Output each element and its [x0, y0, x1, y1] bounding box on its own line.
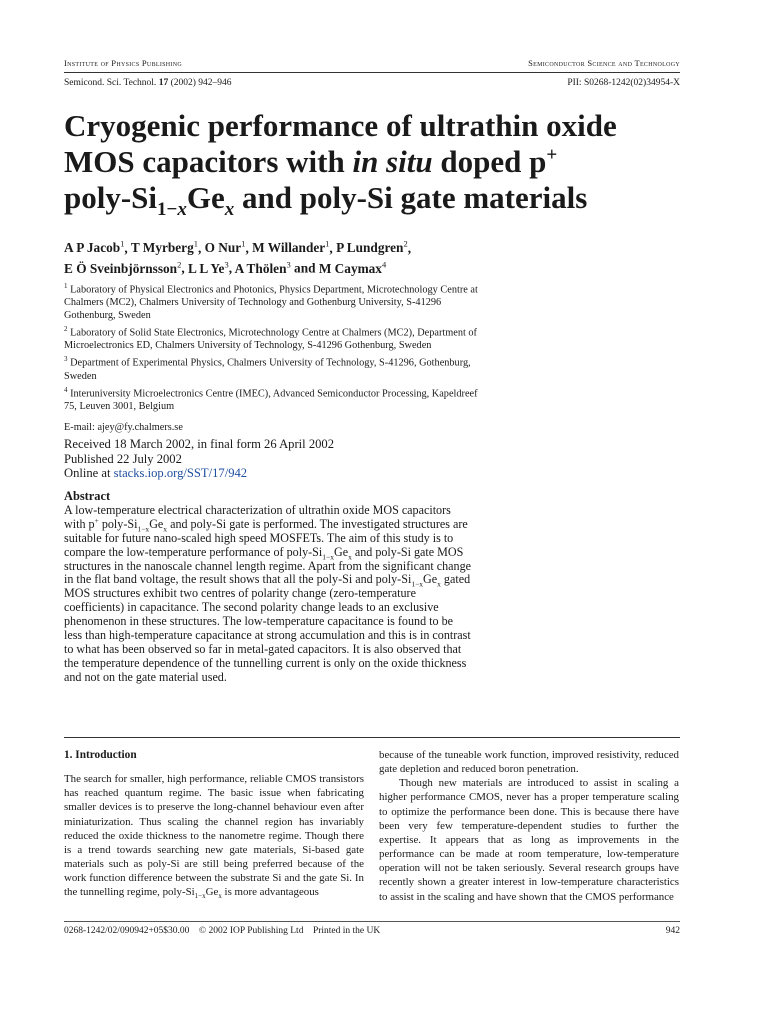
author: P Lundgren$^2$	[336, 239, 408, 256]
author-list: A P Jacob$^1$, T Myrberg$^1$, O Nur$^1$, M Willander$^1$, P Lundgren$^2$, E Ö Sveinbjörnsson$^2$, L L Ye$^3$, A Thölen$^3$ and M Caymax$^4$	[64, 239, 412, 276]
section-rule	[64, 737, 680, 738]
author: A Thölen$^3$	[234, 259, 291, 276]
abstract	[64, 490, 472, 685]
pii: PII: S0268-1242(02)34954-X	[567, 78, 680, 88]
journal-name: Semiconductor Science and Technology	[528, 58, 680, 68]
page-number: 942	[665, 926, 680, 936]
author: M Willander$^1$	[252, 239, 330, 256]
header-rule	[64, 72, 680, 73]
section-heading: 1. Introduction	[64, 749, 137, 761]
citation: Semicond. Sci. Technol. 17 (2002) 942–946	[64, 78, 232, 88]
author: T Myrberg$^1$	[130, 239, 198, 256]
footer-rule	[64, 921, 680, 922]
paragraph: because of the tuneable work function, improved resistivity, reduced gate depletion and reduced boron penetration.	[379, 749, 679, 776]
paper-title: Cryogenic performance of ultrathin oxide MOS capacitors with in situ doped p+ poly-$Si_{1-x}Ge_x$ and poly-Si gate materials	[64, 108, 617, 221]
publication-dates	[64, 437, 484, 481]
author: A P Jacob$^1$	[64, 239, 125, 256]
affiliation: $^3$ Department of Experimental Physics, Chalmers University of Technology, S-41296, Gothenburg, Sweden	[64, 355, 471, 382]
publisher-name: Institute of Physics Publishing	[64, 58, 182, 68]
email-address[interactable]: E-mail: ajey@fy.chalmers.se	[64, 421, 183, 433]
affiliation: $^4$ Interuniversity Microelectronics Centre (IMEC), Advanced Semiconductor Processing, Kapeldreef 75, Leuven 3001, Belgium	[64, 385, 478, 412]
author: M Caymax$^4$	[318, 259, 387, 276]
abstract-body: A low-temperature electrical characterization of ultrathin oxide MOS capacitors with p+ poly-$Si_{1-x}Ge_x$ and poly-Si gate is performed. The investigated structures are suitable for future nano-scaled high speed MOSFETs. The aim of this study is to compare the low-temperature performance of poly-$Si_{1-x}Ge_x$ and poly-Si gate MOS structures in the nanoscale channel length regime. Apart from the significant change in the flat band voltage, the result shows that all the poly-Si and poly-$Si_{1-x}Ge_x$ gated MOS structures exhibit two centres of polarity change (zero-temperature coefficients) in capacitance. The second polarity change leads to an exclusive phenomenon in these structures. The low-temperature capacitance is found to be less than high-temperature capacitance at strong accumulation and this is in contrast to what has been observed so far in metal-gated capacitors. It is also observed that the temperature dependence of the tunnelling current is only on the oxide thickness and not on the gate material used.	[64, 502, 472, 684]
copyright-line: 0268-1242/02/090942+05$30.00 © 2002 IOP Publishing Ltd Printed in the UK	[64, 926, 381, 936]
page-footer	[64, 926, 680, 936]
column-right	[379, 748, 679, 904]
citation-line	[64, 78, 680, 88]
affiliation: $^1$ Laboratory of Physical Electronics and Photonics, Physics Department, Microtechnology Centre at Chalmers (MC2), Chalmers University of Technology and Gothenburg University, S-41296 Gothenburg, Sweden	[64, 282, 478, 322]
received-date: Received 18 March 2002, in final form 26 April 2002	[64, 437, 335, 451]
paragraph: Though new materials are introduced to assist in scaling a higher performance CMOS, never has a proper temperature scaling to optimize the performance been done. This is because there have been very few temperature-dependent studies to further the expertise. It appears that as long as improvements in the performance can be made at room temperature, low-temperature operation will not be taken seriously. Several research groups have recently shown a greater interest in low-temperature characteristics to assist in the scaling and have shown that the CMOS performance	[379, 777, 679, 903]
affiliations	[64, 280, 484, 435]
abstract-heading: Abstract	[64, 489, 111, 503]
author: L L Ye$^3$	[187, 259, 229, 276]
online-link[interactable]: stacks.iop.org/SST/17/942	[113, 466, 248, 480]
running-header	[64, 58, 680, 68]
paragraph: The search for smaller, high performance, reliable CMOS transistors has reached quantum regime. The basic issue when fabricating smaller devices is to preserve the long-channel behaviour even after miniaturization. Thus scaling the channel region has invariably reduced the oxide thickness to the nanometre regime. Though there is a trend towards searching new gate materials, Si-based gate materials such as poly-Si are still being preferred because of the work function difference between the substrate Si and the gate Si. In the tunnelling regime, poly-$Si_{1-x}Ge_x$ is more advantageous	[64, 773, 364, 901]
author: O Nur$^1$	[204, 239, 246, 256]
author: E Ö Sveinbjörnsson$^2$	[64, 259, 182, 276]
online-line: Online at stacks.iop.org/SST/17/942	[64, 466, 248, 480]
affiliation: $^2$ Laboratory of Solid State Electronics, Microtechnology Centre at Chalmers (MC2), Department of Microelectronics ED, Chalmers University of Technology, S-41296 Gothenburg, Sweden	[64, 325, 477, 352]
citation-volume: 17	[158, 78, 169, 88]
column-left	[64, 748, 364, 900]
published-date: Published 22 July 2002	[64, 451, 182, 466]
